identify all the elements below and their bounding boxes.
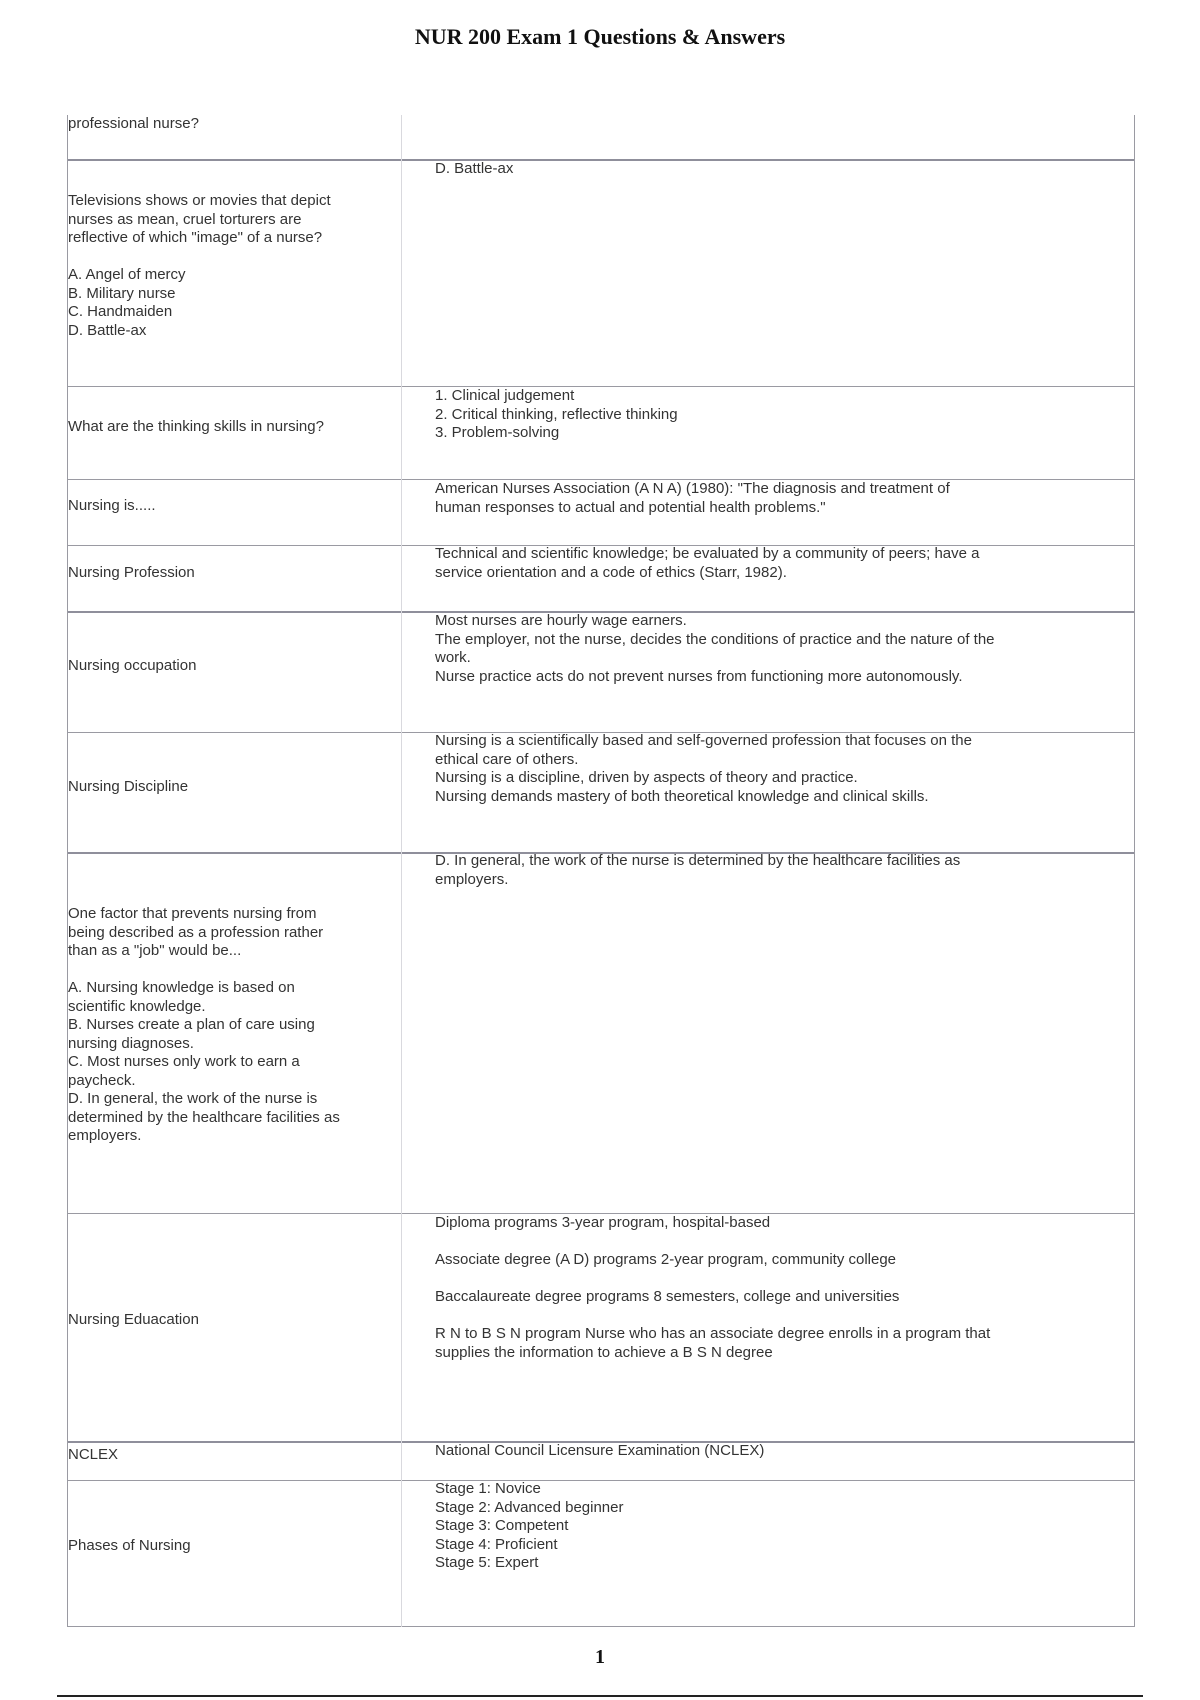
- answer-cell: National Council Licensure Examination (NCLEX): [435, 1442, 765, 1459]
- question-cell: Nursing Eduacation: [68, 1311, 199, 1328]
- question-cell: Nursing is.....: [68, 497, 156, 514]
- answer-cell: Diploma programs 3-year program, hospital-based Associate degree (A D) programs 2-year program, community college Baccalaureate degree programs 8 semesters, college and universities R N to B S N program Nurse who has an associate degree enrolls in a program that supplies the information to achieve a B S N degree: [435, 1214, 991, 1361]
- answer-cell: 1. Clinical judgement 2. Critical thinking, reflective thinking 3. Problem-solving: [435, 387, 678, 441]
- answer-cell: American Nurses Association (A N A) (1980): "The diagnosis and treatment of human responses to actual and potential health problems.": [435, 480, 950, 516]
- question-cell: Televisions shows or movies that depict nurses as mean, cruel torturers are reflective of which "image" of a nurse? A. Angel of mercy B. Military nurse C. Handmaiden D. Battle-ax: [68, 192, 331, 339]
- page-title: NUR 200 Exam 1 Questions & Answers: [414, 24, 786, 49]
- question-cell: professional nurse?: [68, 115, 199, 132]
- answer-cell: Most nurses are hourly wage earners. The employer, not the nurse, decides the conditions of practice and the nature of the work. Nurse practice acts do not prevent nurses from functioning more autonomously.: [435, 612, 995, 685]
- column-divider: [401, 115, 402, 1627]
- answer-cell: Nursing is a scientifically based and self-governed profession that focuses on the ethical care of others. Nursing is a discipline, driven by aspects of theory and practice. Nursing demands mastery of both theoretical knowledge and clinical skills.: [435, 732, 972, 805]
- answer-cell: Technical and scientific knowledge; be evaluated by a community of peers; have a service orientation and a code of ethics (Starr, 1982).: [435, 545, 980, 581]
- answer-cell: Stage 1: Novice Stage 2: Advanced beginner Stage 3: Competent Stage 4: Proficient Stage 5: Expert: [435, 1480, 624, 1571]
- question-cell: Nursing occupation: [68, 657, 197, 674]
- question-cell: One factor that prevents nursing from being described as a profession rather than as a "job" would be... A. Nursing knowledge is based on scientific knowledge. B. Nurses create a plan of care using nursing diagnoses. C. Most nurses only work to earn a paycheck. D. In general, the work of the nurse is determined by the healthcare facilities as employers.: [68, 905, 340, 1144]
- question-cell: Nursing Discipline: [68, 778, 189, 795]
- page-number: 1: [595, 1646, 605, 1668]
- question-cell: Phases of Nursing: [68, 1537, 191, 1554]
- question-cell: NCLEX: [68, 1446, 119, 1463]
- answer-cell: D. Battle-ax: [435, 160, 514, 177]
- answer-cell: D. In general, the work of the nurse is determined by the healthcare facilities as employers.: [435, 852, 961, 888]
- question-cell: What are the thinking skills in nursing?: [68, 418, 324, 435]
- qa-table: [67, 115, 1135, 1627]
- footer-rule: [57, 1695, 1143, 1697]
- question-cell: Nursing Profession: [68, 564, 195, 581]
